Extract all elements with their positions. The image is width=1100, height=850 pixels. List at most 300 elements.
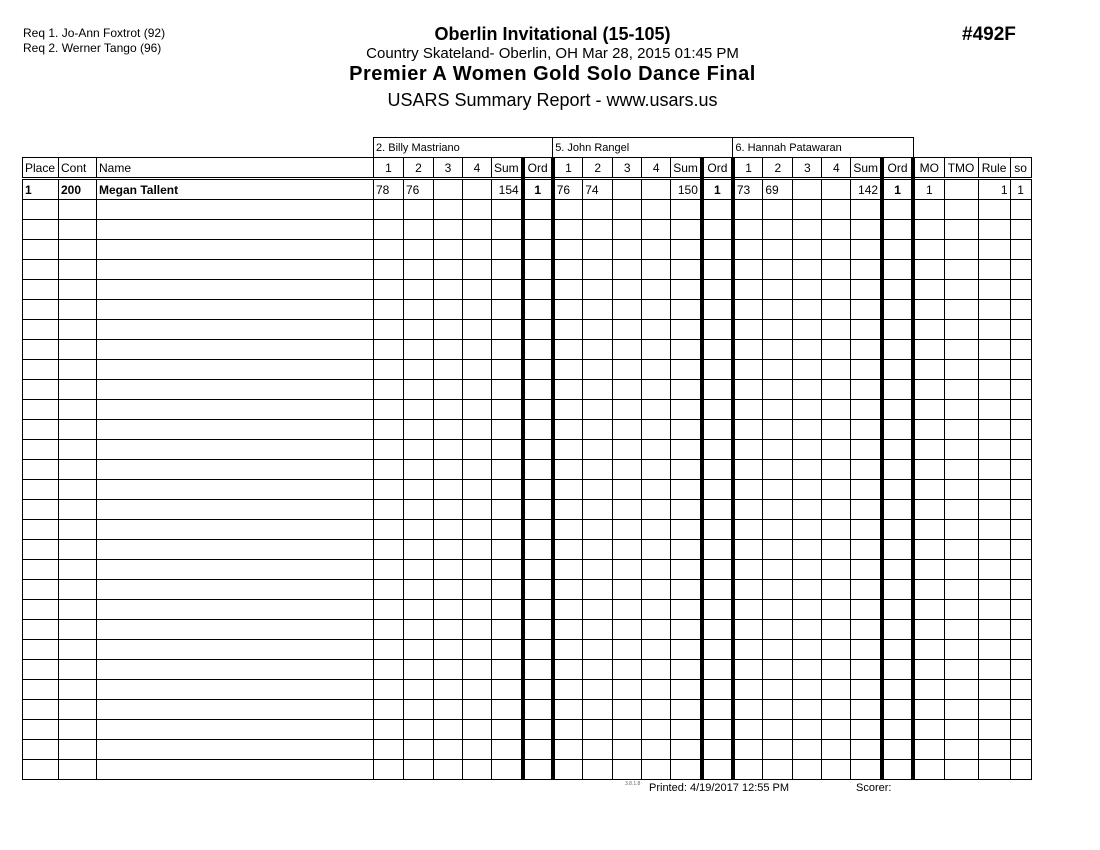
tmo-cell	[944, 460, 978, 480]
cont-cell	[59, 700, 97, 720]
so-cell	[1010, 480, 1031, 500]
judge-1-score-cell	[463, 700, 492, 720]
rule-cell	[978, 500, 1010, 520]
judge-3-score-cell	[733, 360, 763, 380]
header-judge-1-col-3: 3	[434, 158, 463, 179]
judge-2-score-cell	[671, 300, 702, 320]
judge-3-score-cell	[822, 620, 851, 640]
name-cell	[97, 580, 374, 600]
judge-1-score-cell	[492, 340, 523, 360]
judge-2-score-cell	[613, 240, 642, 260]
judge-2-score-cell	[583, 440, 613, 460]
judge-2-score-cell	[702, 700, 733, 720]
judge-2-score-cell	[702, 240, 733, 260]
judge-1-score-cell	[492, 300, 523, 320]
judge-1-score-cell	[404, 480, 434, 500]
judge-2-score-cell	[702, 220, 733, 240]
rule-cell	[978, 740, 1010, 760]
judge-2-score-cell	[702, 420, 733, 440]
judge-1-score-cell	[492, 240, 523, 260]
judge-3-score-cell	[793, 460, 822, 480]
judge-1-score-cell	[463, 760, 492, 780]
judge-1-score-cell	[463, 480, 492, 500]
so-cell	[1010, 500, 1031, 520]
judge-1-score-cell	[463, 360, 492, 380]
name-cell	[97, 400, 374, 420]
judge-3-score-cell	[733, 480, 763, 500]
header-judge-1-col-6: Ord	[523, 158, 553, 179]
judge-1-score-cell	[434, 660, 463, 680]
cont-cell: 200	[59, 179, 97, 200]
judge-1-score-cell	[374, 620, 404, 640]
rule-cell	[978, 620, 1010, 640]
judge-1-score-cell	[374, 300, 404, 320]
mo-cell	[913, 660, 944, 680]
judge-1-score-cell	[374, 340, 404, 360]
judge-3-score-cell	[763, 740, 793, 760]
judge-3-score-cell	[733, 200, 763, 220]
judge-1-score-cell	[434, 480, 463, 500]
judge-3-score-cell	[851, 460, 882, 480]
judge-2-score-cell	[642, 540, 671, 560]
judge-1-score-cell	[374, 660, 404, 680]
mo-cell	[913, 440, 944, 460]
judge-2-score-cell	[553, 660, 583, 680]
judge-3-score-cell	[793, 360, 822, 380]
table-row	[23, 420, 1032, 440]
judge-3-score-cell	[822, 400, 851, 420]
judge-2-score-cell	[702, 260, 733, 280]
name-cell	[97, 320, 374, 340]
place-cell	[23, 340, 59, 360]
so-cell	[1010, 660, 1031, 680]
judge-2-score-cell	[671, 500, 702, 520]
table-row	[23, 560, 1032, 580]
judge-1-score-cell	[374, 700, 404, 720]
judge-1-score-cell	[523, 480, 553, 500]
judge-1-score-cell	[404, 600, 434, 620]
judge-1-score-cell	[434, 300, 463, 320]
judge-1-score-cell	[463, 240, 492, 260]
judge-3-score-cell	[733, 400, 763, 420]
judge-3-score-cell	[733, 320, 763, 340]
judge-1-score-cell	[434, 260, 463, 280]
judge-2-score-cell	[671, 720, 702, 740]
judge-2-score-cell	[702, 500, 733, 520]
judge-3-score-cell	[793, 660, 822, 680]
judge-2-score-cell	[702, 640, 733, 660]
judge-2-score-cell	[671, 220, 702, 240]
judge-2-score-cell	[702, 440, 733, 460]
cont-cell	[59, 580, 97, 600]
judge-2-score-cell: 1	[702, 179, 733, 200]
cont-cell	[59, 540, 97, 560]
place-cell	[23, 420, 59, 440]
mo-cell	[913, 220, 944, 240]
place-cell	[23, 360, 59, 380]
judge-1-score-cell: 154	[492, 179, 523, 200]
judge-1-score-cell	[492, 360, 523, 380]
judge-1-score-cell	[463, 720, 492, 740]
place-cell	[23, 660, 59, 680]
judge-2-score-cell	[553, 340, 583, 360]
name-cell	[97, 660, 374, 680]
judge-1-score-cell	[463, 300, 492, 320]
judge-2-score-cell	[642, 720, 671, 740]
tmo-cell	[944, 640, 978, 660]
judge-3-score-cell	[793, 520, 822, 540]
judge-1-score-cell	[523, 340, 553, 360]
judge-3-score-cell	[851, 680, 882, 700]
judge-3-score-cell	[733, 220, 763, 240]
so-cell	[1010, 420, 1031, 440]
judge-3-score-cell	[822, 720, 851, 740]
judge-2-score-cell	[583, 200, 613, 220]
judge-2-score-cell	[642, 520, 671, 540]
judge-1-score-cell	[463, 600, 492, 620]
judge-2-score-cell	[613, 540, 642, 560]
judge-1-score-cell	[434, 560, 463, 580]
judge-2-score-cell	[613, 640, 642, 660]
judge-2-name: 5. John Rangel	[553, 138, 733, 158]
mo-cell	[913, 760, 944, 780]
judge-3-score-cell	[733, 640, 763, 660]
judge-2-score-cell	[613, 620, 642, 640]
place-cell	[23, 580, 59, 600]
so-cell	[1010, 240, 1031, 260]
judge-2-score-cell	[553, 440, 583, 460]
cont-cell	[59, 200, 97, 220]
judge-1-score-cell	[374, 360, 404, 380]
judge-2-score-cell	[642, 600, 671, 620]
judge-2-score-cell	[583, 360, 613, 380]
judge-1-score-cell	[434, 380, 463, 400]
column-header-row	[23, 158, 1032, 179]
judge-3-score-cell	[851, 400, 882, 420]
judge-2-score-cell	[613, 680, 642, 700]
so-cell	[1010, 600, 1031, 620]
judge-3-score-cell	[733, 580, 763, 600]
judge-2-score-cell	[642, 620, 671, 640]
judge-3-score-cell	[822, 179, 851, 200]
judge-1-score-cell	[523, 640, 553, 660]
judge-3-score-cell	[822, 520, 851, 540]
judge-2-score-cell	[671, 520, 702, 540]
rule-cell	[978, 680, 1010, 700]
table-row	[23, 380, 1032, 400]
judge-3-score-cell	[882, 540, 913, 560]
judge-1-score-cell	[492, 440, 523, 460]
judge-1-score-cell	[523, 200, 553, 220]
table-row	[23, 200, 1032, 220]
judge-3-score-cell	[822, 280, 851, 300]
judge-3-score-cell	[882, 760, 913, 780]
rule-cell	[978, 280, 1010, 300]
judge-1-score-cell	[404, 200, 434, 220]
judge-1-score-cell	[523, 360, 553, 380]
judge-1-score-cell	[404, 300, 434, 320]
cont-cell	[59, 660, 97, 680]
judge-3-score-cell	[793, 179, 822, 200]
place-cell	[23, 500, 59, 520]
judge-2-score-cell	[671, 420, 702, 440]
judge-1-score-cell	[434, 440, 463, 460]
mo-cell	[913, 420, 944, 440]
judge-2-score-cell	[642, 380, 671, 400]
table-row	[23, 179, 1032, 200]
place-cell	[23, 400, 59, 420]
header-judge-2-col-1: 1	[553, 158, 583, 179]
header-judge-1-col-1: 1	[374, 158, 404, 179]
judge-1-score-cell	[463, 280, 492, 300]
name-cell	[97, 620, 374, 640]
tmo-cell	[944, 480, 978, 500]
judge-2-score-cell	[642, 560, 671, 580]
mo-cell	[913, 500, 944, 520]
judge-1-score-cell	[434, 580, 463, 600]
judge-2-score-cell	[671, 700, 702, 720]
judge-3-score-cell	[882, 600, 913, 620]
judge-1-score-cell	[374, 720, 404, 740]
judge-1-score-cell	[463, 520, 492, 540]
header-place: Place	[23, 158, 59, 179]
judge-1-score-cell	[492, 260, 523, 280]
judge-2-score-cell	[642, 580, 671, 600]
judge-3-score-cell	[763, 580, 793, 600]
judge-2-score-cell	[583, 500, 613, 520]
mo-cell	[913, 480, 944, 500]
judge-2-score-cell	[553, 240, 583, 260]
judge-1-score-cell	[374, 280, 404, 300]
tmo-cell	[944, 440, 978, 460]
judge-2-score-cell	[553, 640, 583, 660]
name-cell	[97, 700, 374, 720]
judge-3-score-cell	[882, 440, 913, 460]
judge-3-score-cell	[763, 340, 793, 360]
judge-2-score-cell	[642, 280, 671, 300]
rule-cell	[978, 400, 1010, 420]
so-cell	[1010, 260, 1031, 280]
mo-cell	[913, 280, 944, 300]
judge-2-score-cell	[702, 660, 733, 680]
judge-2-score-cell	[702, 400, 733, 420]
judge-2-score-cell	[583, 260, 613, 280]
tmo-cell	[944, 260, 978, 280]
place-cell	[23, 260, 59, 280]
judge-2-score-cell	[583, 540, 613, 560]
judge-2-score-cell	[553, 480, 583, 500]
rule-cell	[978, 540, 1010, 560]
judge-1-score-cell	[434, 500, 463, 520]
header-judge-2-col-6: Ord	[702, 158, 733, 179]
judge-1-score-cell	[404, 340, 434, 360]
cont-cell	[59, 480, 97, 500]
judge-3-score-cell	[763, 460, 793, 480]
judge-2-score-cell	[671, 660, 702, 680]
judge-2-score-cell	[671, 560, 702, 580]
judge-2-score-cell	[583, 720, 613, 740]
judge-3-score-cell	[851, 260, 882, 280]
table-row	[23, 440, 1032, 460]
name-cell	[97, 500, 374, 520]
judge-1-score-cell	[404, 720, 434, 740]
so-cell	[1010, 680, 1031, 700]
judge-3-score-cell	[763, 240, 793, 260]
cont-cell	[59, 600, 97, 620]
judge-1-score-cell	[492, 200, 523, 220]
judge-3-score-cell	[763, 320, 793, 340]
judge-2-score-cell	[583, 600, 613, 620]
cont-cell	[59, 260, 97, 280]
judge-3-score-cell	[822, 680, 851, 700]
judge-1-score-cell	[523, 260, 553, 280]
judge-3-score-cell	[882, 240, 913, 260]
table-row	[23, 620, 1032, 640]
tmo-cell	[944, 620, 978, 640]
judge-2-score-cell	[583, 740, 613, 760]
judge-1-score-cell	[434, 420, 463, 440]
judge-2-score-cell	[553, 360, 583, 380]
judge-2-score-cell	[671, 380, 702, 400]
judge-2-score-cell	[702, 720, 733, 740]
judge-3-score-cell	[851, 200, 882, 220]
mo-cell	[913, 320, 944, 340]
judge-3-score-cell	[851, 520, 882, 540]
judge-2-score-cell	[553, 500, 583, 520]
judge-1-score-cell	[434, 540, 463, 560]
cont-cell	[59, 320, 97, 340]
judge-3-score-cell	[851, 500, 882, 520]
table-row	[23, 280, 1032, 300]
judge-3-score-cell	[763, 660, 793, 680]
judge-3-score-cell	[793, 700, 822, 720]
judge-2-score-cell	[583, 560, 613, 580]
judge-2-score-cell	[553, 620, 583, 640]
judge-1-score-cell	[463, 320, 492, 340]
judge-3-score-cell	[822, 600, 851, 620]
rule-cell	[978, 220, 1010, 240]
judge-1-score-cell	[463, 380, 492, 400]
judge-3-score-cell	[793, 580, 822, 600]
judge-1-score-cell	[523, 700, 553, 720]
judge-3-score-cell	[822, 500, 851, 520]
judge-1-score-cell	[434, 680, 463, 700]
judge-3-score-cell	[882, 360, 913, 380]
rule-cell	[978, 200, 1010, 220]
rule-cell	[978, 700, 1010, 720]
judge-3-score-cell: 142	[851, 179, 882, 200]
judge-3-score-cell	[882, 620, 913, 640]
judge-3-score-cell	[763, 600, 793, 620]
judge-1-score-cell	[434, 200, 463, 220]
judge-1-score-cell	[434, 340, 463, 360]
judge-3-score-cell	[733, 500, 763, 520]
header-rule: Rule	[978, 158, 1010, 179]
judge-1-score-cell	[492, 520, 523, 540]
judge-1-score-cell	[374, 420, 404, 440]
judge-3-score-cell	[733, 560, 763, 580]
judge-2-score-cell	[613, 220, 642, 240]
rule-cell	[978, 320, 1010, 340]
judge-2-score-cell	[553, 700, 583, 720]
judge-1-score-cell	[404, 540, 434, 560]
rule-cell	[978, 660, 1010, 680]
table-row	[23, 460, 1032, 480]
judge-3-score-cell	[733, 680, 763, 700]
judge-3-score-cell	[793, 320, 822, 340]
judge-2-score-cell	[583, 280, 613, 300]
judge-3-score-cell	[733, 700, 763, 720]
judge-3-score-cell	[882, 660, 913, 680]
judge-3-score-cell	[822, 240, 851, 260]
judge-3-score-cell	[793, 340, 822, 360]
judge-2-score-cell	[613, 280, 642, 300]
judge-1-score-cell	[404, 500, 434, 520]
place-cell	[23, 380, 59, 400]
judge-1-score-cell	[404, 280, 434, 300]
cont-cell	[59, 740, 97, 760]
judge-1-score-cell	[374, 260, 404, 280]
cont-cell	[59, 240, 97, 260]
judge-1-score-cell	[374, 760, 404, 780]
judge-1-score-cell	[404, 400, 434, 420]
judge-1-score-cell	[492, 680, 523, 700]
table-row	[23, 340, 1032, 360]
judge-1-score-cell	[404, 260, 434, 280]
rule-cell	[978, 360, 1010, 380]
judge-1-score-cell	[463, 179, 492, 200]
judge-3-score-cell	[851, 720, 882, 740]
name-cell	[97, 640, 374, 660]
mo-cell	[913, 720, 944, 740]
judge-1-score-cell	[523, 280, 553, 300]
judge-2-score-cell	[642, 360, 671, 380]
judge-3-score-cell	[851, 700, 882, 720]
rule-cell	[978, 240, 1010, 260]
tmo-cell	[944, 420, 978, 440]
cont-cell	[59, 220, 97, 240]
judge-3-score-cell	[793, 540, 822, 560]
judge-3-score-cell	[851, 620, 882, 640]
judge-1-score-cell	[404, 520, 434, 540]
judge-1-score-cell	[374, 380, 404, 400]
judge-3-score-cell	[763, 400, 793, 420]
judge-1-score-cell	[523, 560, 553, 580]
judge-3-score-cell	[851, 540, 882, 560]
judge-3-score-cell	[822, 360, 851, 380]
judge-3-score-cell	[793, 760, 822, 780]
rule-cell	[978, 580, 1010, 600]
mo-cell	[913, 520, 944, 540]
table-row	[23, 640, 1032, 660]
judge-3-score-cell	[882, 560, 913, 580]
judge-2-score-cell	[583, 620, 613, 640]
judge-1-score-cell	[434, 760, 463, 780]
judge-1-score-cell	[523, 760, 553, 780]
judge-2-score-cell: 76	[553, 179, 583, 200]
judge-1-score-cell	[492, 720, 523, 740]
judge-3-score-cell	[851, 440, 882, 460]
judge-2-score-cell	[671, 540, 702, 560]
judge-3-score-cell	[851, 240, 882, 260]
judge-3-score-cell	[882, 380, 913, 400]
judge-1-score-cell	[492, 700, 523, 720]
judge-2-score-cell	[553, 420, 583, 440]
judge-2-score-cell	[553, 300, 583, 320]
judge-1-score-cell	[374, 240, 404, 260]
judge-2-score-cell	[671, 740, 702, 760]
header-judge-1-col-4: 4	[463, 158, 492, 179]
